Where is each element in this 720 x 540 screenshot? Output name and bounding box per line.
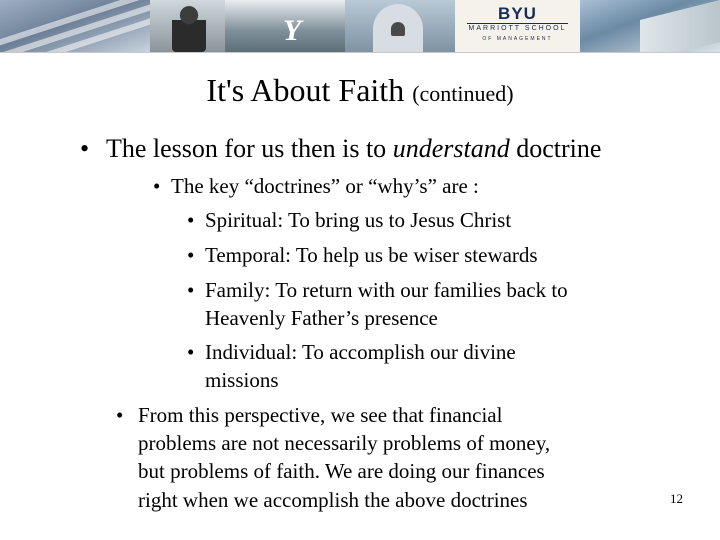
banner-photo-architecture [0, 0, 150, 52]
banner-photo-mountain-y: Y [225, 0, 345, 52]
banner-divider [0, 52, 720, 53]
bullet-marker: • [187, 340, 195, 364]
slide-title [0, 72, 720, 109]
logo-sub-text: OF MANAGEMENT [482, 36, 553, 42]
main-bullet-emphasis: understand [392, 134, 510, 163]
page-number: 12 [670, 491, 683, 506]
doctrine-individual-cont: missions [205, 368, 279, 392]
main-bullet-text-after: doctrine [509, 134, 602, 163]
perspective-line-3: but problems of faith. We are doing our finances [138, 459, 545, 483]
bullet-marker: • [80, 134, 90, 163]
bullet-marker: • [187, 278, 195, 302]
main-bullet-text-before: The lesson for us then is to [106, 134, 393, 163]
perspective-line-1: From this perspective, we see that financial [138, 403, 503, 427]
banner-photo-statue [150, 0, 225, 52]
bullet-marker: • [116, 403, 124, 427]
bullet-marker: • [153, 174, 161, 198]
doctrine-temporal: Temporal: To help us be wiser stewards [205, 243, 538, 267]
title-sub: (continued) [412, 81, 514, 106]
title-main: It's About Faith [206, 72, 405, 108]
banner-photo-bell-tower [345, 0, 455, 52]
main-bullet [106, 134, 601, 164]
key-doctrines-intro: The key “doctrines” or “why’s” are : [171, 174, 479, 198]
doctrine-family: Family: To return with our families back to [205, 278, 568, 302]
doctrine-family-cont: Heavenly Father’s presence [205, 306, 438, 330]
logo-byu-text: BYU [498, 4, 537, 23]
perspective-line-2: problems are not necessarily problems of money, [138, 431, 551, 455]
bullet-marker: • [187, 208, 195, 232]
header-banner [0, 0, 720, 52]
perspective-line-4: right when we accomplish the above doctrines [138, 488, 528, 512]
logo-school-text: MARRIOTT SCHOOL [468, 25, 567, 32]
doctrine-individual: Individual: To accomplish our divine [205, 340, 516, 364]
byu-marriott-logo [455, 0, 580, 52]
bullet-marker: • [187, 243, 195, 267]
banner-photo-building [580, 0, 720, 52]
doctrine-spiritual: Spiritual: To bring us to Jesus Christ [205, 208, 512, 232]
